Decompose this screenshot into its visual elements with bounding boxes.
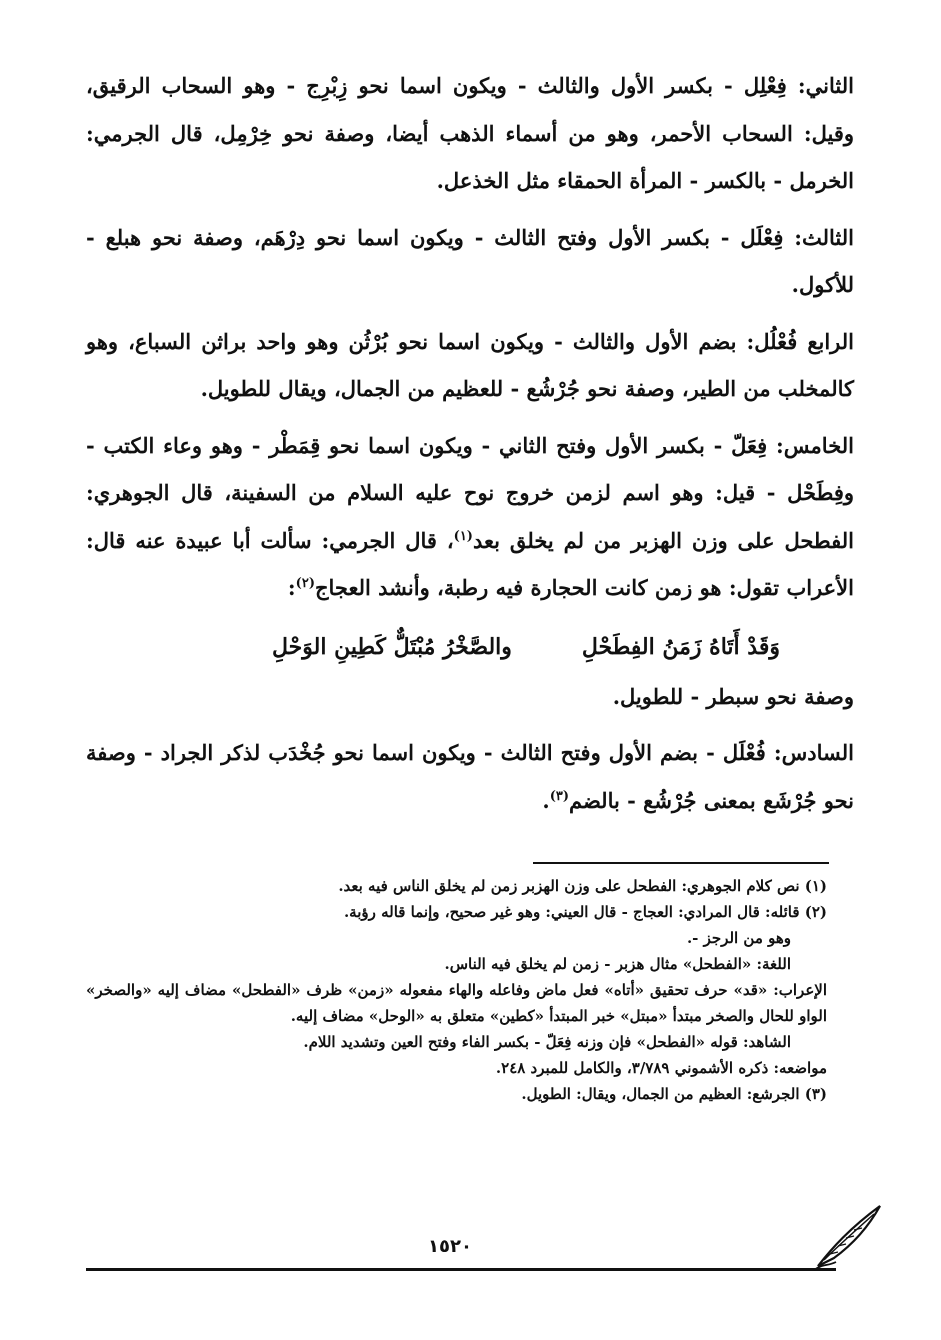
footnote-ref-2[interactable]: (٢) xyxy=(295,576,315,591)
paragraph-third-form: الثالث: فِعْلَل - بكسر الأول وفتح الثالث - ويكون اسما نحو دِرْهَم، وصفة نحو هبلع - للأكول. xyxy=(86,224,854,297)
sixth-form-text-a: السادس: فُعْلَل - بضم الأول وفتح الثالث - ويكون اسما نحو جُخْدَب لذكر الجراد - وصفة نحو جُرْشَع بمعنى جُرْشُع - بالضم xyxy=(86,740,854,813)
footnote-2-language: اللغة: «الفطحل» مثال هزبر - زمن لم يخلق فيه الناس. xyxy=(444,955,791,973)
paragraph-fifth-form xyxy=(86,422,854,612)
paragraph-second-form: الثاني: فِعْلِل - بكسر الأول والثالث - ويكون اسما نحو زِبْرِج - وهو السحاب الرقيق، وقيل: السحاب الأحمر، وهو من أسماء الذهب أيضا، وصفة نحو خِرْمِل، قال الجرمي: الخرمل - بالكسر - المرأة الحمقاء مثل الخذعل. xyxy=(86,73,854,193)
footnote-2: (٢) قائله: قال المرادي: العجاج - قال العيني: وهو غير صحيح، وإنما قاله رؤبة. xyxy=(343,903,827,921)
poetry-verse xyxy=(86,621,854,673)
feather-quill-icon xyxy=(812,1200,886,1272)
bottom-rule xyxy=(86,1268,836,1271)
footnote-3: (٣) الجرشع: العظيم من الجمال، ويقال: الطويل. xyxy=(521,1085,827,1103)
main-text xyxy=(86,62,854,833)
paragraph-fourth-form: الرابع فُعْلُل: بضم الأول والثالث - ويكون اسما نحو بُرْثُن وهو واحد براثن السباع، وهو كالمخلب من الطير، وصفة نحو جُرْشُع - للعظيم من الجمال، ويقال للطويل. xyxy=(86,328,854,401)
footnote-ref-3[interactable]: (٣) xyxy=(549,788,569,804)
footnotes-section xyxy=(86,873,827,1107)
fifth-form-text-b: ، قال الجرمي: سألت أبا عبيدة عنه قال: الأعراب تقول: هو زمن كانت الحجارة فيه رطبة، وأنشد العجاج xyxy=(86,527,854,600)
fifth-form-text-c: : xyxy=(287,575,296,600)
footnote-divider xyxy=(533,862,829,864)
verse-second-hemistich: والصَّخْرُ مُبْتَلٌّ كَطِينِ الوَحْلِ xyxy=(272,633,512,660)
page-number: ١٥٢٠ xyxy=(428,1236,472,1257)
paragraph-verse-tail: وصفة نحو سبطر - للطويل. xyxy=(612,683,854,709)
paragraph-sixth-form xyxy=(86,729,854,824)
fifth-form-text-a: الخامس: فِعَلّ - بكسر الأول وفتح الثاني - ويكون اسما نحو قِمَطْر - وهو وعاء الكتب - وفِطَحْل - قيل: وهو اسم لزمن خروج نوح عليه السلام من السفينة، قال الجوهري: الفطحل على وزن الهزبر من لم يخلق بعد xyxy=(86,432,854,553)
footnote-2-grammar: الإعراب: «قد» حرف تحقيق «أتاه» فعل ماض وفاعله والهاء مفعوله «زمن» ظرف «الفطحل» مضاف إليه «والصخر» الواو للحال والصخر مبتدأ «مبتل» خبر المبتدأ «كطين» متعلق به «الوحل» مضاف إليه. xyxy=(86,981,827,1025)
footnote-2-sources: مواضعه: ذكره الأشموني ٣/٧٨٩، والكامل للمبرد ٢٤٨. xyxy=(495,1059,827,1077)
verse-first-hemistich: وَقَدْ أَتَاهُ زَمَنُ الفِطَحْلِ xyxy=(581,633,780,660)
footnote-ref-1[interactable]: (١) xyxy=(453,528,473,544)
footnote-2-meter: وهو من الرجز -. xyxy=(686,929,791,947)
footnote-2-evidence: الشاهد: قوله «الفطحل» فإن وزنه فِعَلّ - بكسر الفاء وفتح العين وتشديد اللام. xyxy=(303,1033,791,1051)
sixth-form-text-b: . xyxy=(542,787,550,813)
footnote-1: (١) نص كلام الجوهري: الفطحل على وزن الهزبر زمن لم يخلق الناس فيه بعد. xyxy=(338,877,827,895)
